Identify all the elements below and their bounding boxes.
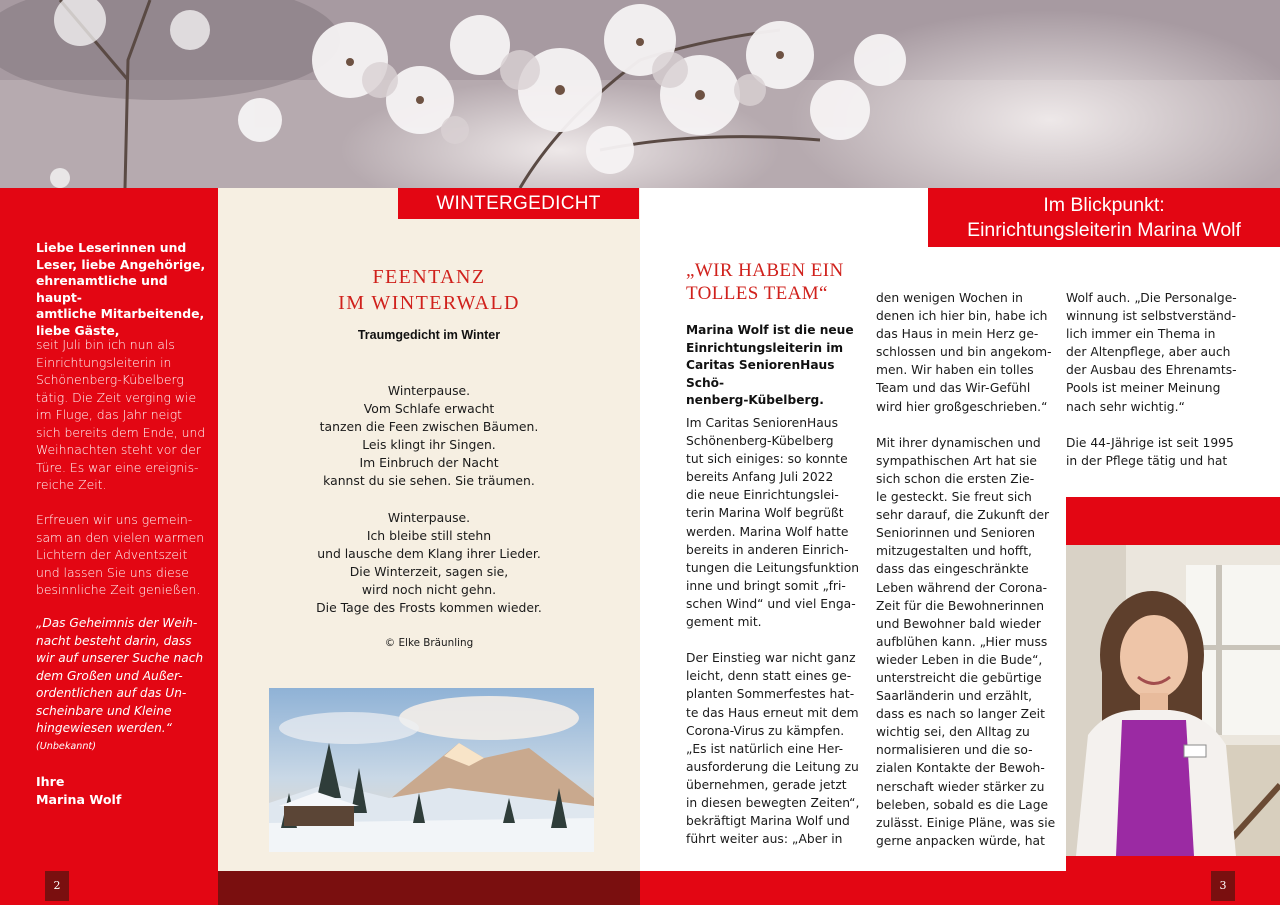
article-line: tut sich einiges: so konnte bbox=[686, 452, 848, 467]
article-column-1 bbox=[686, 414, 861, 848]
article-line: schlossen und bin angekom- bbox=[876, 345, 1052, 360]
article-line bbox=[876, 416, 1051, 434]
article-line: wieder Leben in die Bude“, bbox=[876, 652, 1043, 667]
editorial-signature: Ihre Marina Wolf bbox=[36, 774, 122, 807]
poem-section-tag: WINTERGEDICHT bbox=[398, 188, 639, 219]
page-number-right: 3 bbox=[1211, 871, 1235, 901]
article-column-3 bbox=[1066, 289, 1241, 470]
article-line: das Haus in mein Herz ge- bbox=[876, 327, 1039, 342]
article-line: denen ich hier bin, habe ich bbox=[876, 309, 1048, 324]
article-line: lich immer ein Thema in bbox=[1066, 327, 1216, 342]
article-line: Zeit für die Bewohnerinnen bbox=[876, 598, 1045, 613]
article-line: nach sehr wichtig.“ bbox=[1066, 399, 1185, 414]
article-line: dass das eingeschränkte bbox=[876, 562, 1029, 577]
article-line bbox=[1066, 416, 1241, 434]
article-line: werden. Marina Wolf hatte bbox=[686, 524, 849, 539]
article-lead: Marina Wolf ist die neue Einrichtungsleiterin im Caritas SeniorenHaus Schö- nenberg-Kübelberg. bbox=[686, 323, 854, 407]
article-line: mitzugestalten und hofft, bbox=[876, 544, 1032, 559]
article-title: „WIR HABEN EIN TOLLES TEAM“ bbox=[686, 260, 844, 304]
editorial-quote: „Das Geheimnis der Weih- nacht besteht darin, dass wir auf unserer Suche nach dem Großen und Außer- ordentlichen auf das Un- scheinbare und Kleine hingewiesen werden.“ bbox=[36, 616, 204, 735]
poem-subtitle: Traumgedicht im Winter bbox=[357, 328, 501, 342]
article-line: schen Wind“ und viel Enga- bbox=[686, 596, 856, 611]
article-line: Die 44-Jährige ist seit 1995 bbox=[1066, 435, 1234, 450]
quote-source: (Unbekannt) bbox=[36, 741, 96, 752]
article-line: beleben, sobald es die Lage bbox=[876, 797, 1049, 812]
article-line: zialen Kontakte der Bewoh- bbox=[876, 761, 1045, 776]
article-line: nerschaft wieder stärker zu bbox=[876, 779, 1045, 794]
article-line: Team und das Wir-Gefühl bbox=[876, 381, 1031, 396]
article-line bbox=[686, 631, 861, 649]
article-line: normalisieren und die so- bbox=[876, 743, 1033, 758]
article-line: „Es ist natürlich eine Her- bbox=[686, 741, 844, 756]
article-column-2 bbox=[876, 289, 1056, 850]
article-line: Saarländerin und erzählt, bbox=[876, 689, 1033, 704]
editorial-greeting: Liebe Leserinnen und Leser, liebe Angehörige, ehrenamtliche und haupt- amtliche Mitarbeitende, liebe Gäste, bbox=[36, 240, 206, 338]
article-line: zulässt. Einige Pläne, was sie bbox=[876, 815, 1056, 830]
poem-text: Winterpause. Vom Schlafe erwacht tanzen die Feen zwischen Bäumen. Leis klingt ihr Singen. Im Einbruch der Nacht kannst du sie sehen. Sie träumen. Winterpause. Ich bleibe still stehn und lausche dem Klang ihrer Lieder. Die Winterzeit, sagen sie, wird noch nicht gehn. Die Tage des Frosts kommen wieder. bbox=[316, 383, 542, 616]
article-line: winnung ist selbstverständ- bbox=[1066, 309, 1237, 324]
article-line: tungen die Leitungsfunktion bbox=[686, 560, 860, 575]
portrait-photo-marina-wolf bbox=[1066, 545, 1280, 856]
article-line: Wolf auch. „Die Personalge- bbox=[1066, 291, 1237, 305]
article-line: der Altenpflege, aber auch bbox=[1066, 345, 1231, 360]
article-line: gerne anpacken würde, hat bbox=[876, 833, 1045, 848]
article-line: bekräftigt Marina Wolf und bbox=[686, 814, 850, 829]
article-line: in diesen bewegten Zeiten“, bbox=[686, 795, 860, 810]
article-line: bereits Anfang Juli 2022 bbox=[686, 470, 834, 485]
article-line: Mit ihrer dynamischen und bbox=[876, 435, 1041, 450]
editorial-column bbox=[0, 188, 218, 905]
article-line: Corona-Virus zu kämpfen. bbox=[686, 723, 845, 738]
article-line: unterstreicht die gebürtige bbox=[876, 670, 1042, 685]
portrait-top-band bbox=[1066, 497, 1280, 545]
article-line: die neue Einrichtungslei- bbox=[686, 488, 839, 503]
article-line: sympathischen Art hat sie bbox=[876, 453, 1037, 468]
article-line: Im Caritas SeniorenHaus bbox=[686, 416, 839, 430]
article-line: wird hier großgeschrieben.“ bbox=[876, 399, 1048, 414]
article-line: sehr darauf, die Zukunft der bbox=[876, 508, 1050, 523]
article-line: der Ausbau des Ehrenamts- bbox=[1066, 363, 1237, 378]
portrait-bottom-band bbox=[1066, 856, 1280, 871]
article-line: Seniorinnen und Senioren bbox=[876, 526, 1035, 541]
article-line: Schönenberg-Kübelberg bbox=[686, 434, 834, 449]
article-line: bereits in anderen Einrich- bbox=[686, 542, 849, 557]
editorial-paragraph-1: seit Juli bin ich nun als Einrichtungsleiterin in Schönenberg-Kübelberg tätig. Die Zeit verging wie im Fluge, das Jahr neigt sich bereits dem Ende, und Weihnachten steht vor der Türe. Es war eine ereignis- reiche Zeit. bbox=[36, 337, 206, 492]
article-line: und Bewohner bald wieder bbox=[876, 616, 1041, 631]
article-line: sich schon die ersten Zie- bbox=[876, 471, 1035, 486]
winter-landscape-photo bbox=[269, 688, 594, 852]
footer-band-right bbox=[640, 871, 1280, 905]
article-line: te das Haus erneut mit dem bbox=[686, 705, 859, 720]
article-line: le gesteckt. Sie freut sich bbox=[876, 490, 1032, 505]
article-line: inne und bringt somit „fri- bbox=[686, 578, 846, 593]
article-line: wichtig sei, den Alltag zu bbox=[876, 725, 1030, 740]
footer-band-left bbox=[218, 871, 640, 905]
article-line: planten Sommerfestes hat- bbox=[686, 687, 855, 702]
header-photo-frost bbox=[0, 0, 1280, 188]
article-line: leicht, denn statt eines ge- bbox=[686, 669, 852, 684]
article-line: Der Einstieg war nicht ganz bbox=[686, 651, 856, 666]
article-line: übernehmen, gerade jetzt bbox=[686, 777, 847, 792]
poem-copyright: © Elke Bräunling bbox=[384, 637, 474, 649]
article-line: terin Marina Wolf begrüßt bbox=[686, 506, 844, 521]
article-line: ausforderung die Leitung zu bbox=[686, 759, 859, 774]
article-line: den wenigen Wochen in bbox=[876, 291, 1023, 305]
page-number-left: 2 bbox=[45, 871, 69, 901]
article-line: dass es nach so langer Zeit bbox=[876, 707, 1045, 722]
article-line: führt weiter aus: „Aber in bbox=[686, 832, 843, 847]
article-line: aufblühen kann. „Hier muss bbox=[876, 634, 1048, 649]
poem-title: FEENTANZ IM WINTERWALD bbox=[338, 266, 520, 314]
article-line: Leben während der Corona- bbox=[876, 580, 1048, 595]
article-line: Pools ist meiner Meinung bbox=[1066, 381, 1221, 396]
article-line: in der Pflege tätig und hat bbox=[1066, 453, 1228, 468]
editorial-paragraph-2: Erfreuen wir uns gemein- sam an den vielen warmen Lichtern der Adventszeit und lassen Sie uns diese besinnliche Zeit genießen. bbox=[36, 512, 205, 597]
article-line: men. Wir haben ein tolles bbox=[876, 363, 1034, 378]
section-header-blickpunkt: Im Blickpunkt: Einrichtungsleiterin Marina Wolf bbox=[928, 188, 1280, 247]
article-line: gement mit. bbox=[686, 615, 762, 630]
